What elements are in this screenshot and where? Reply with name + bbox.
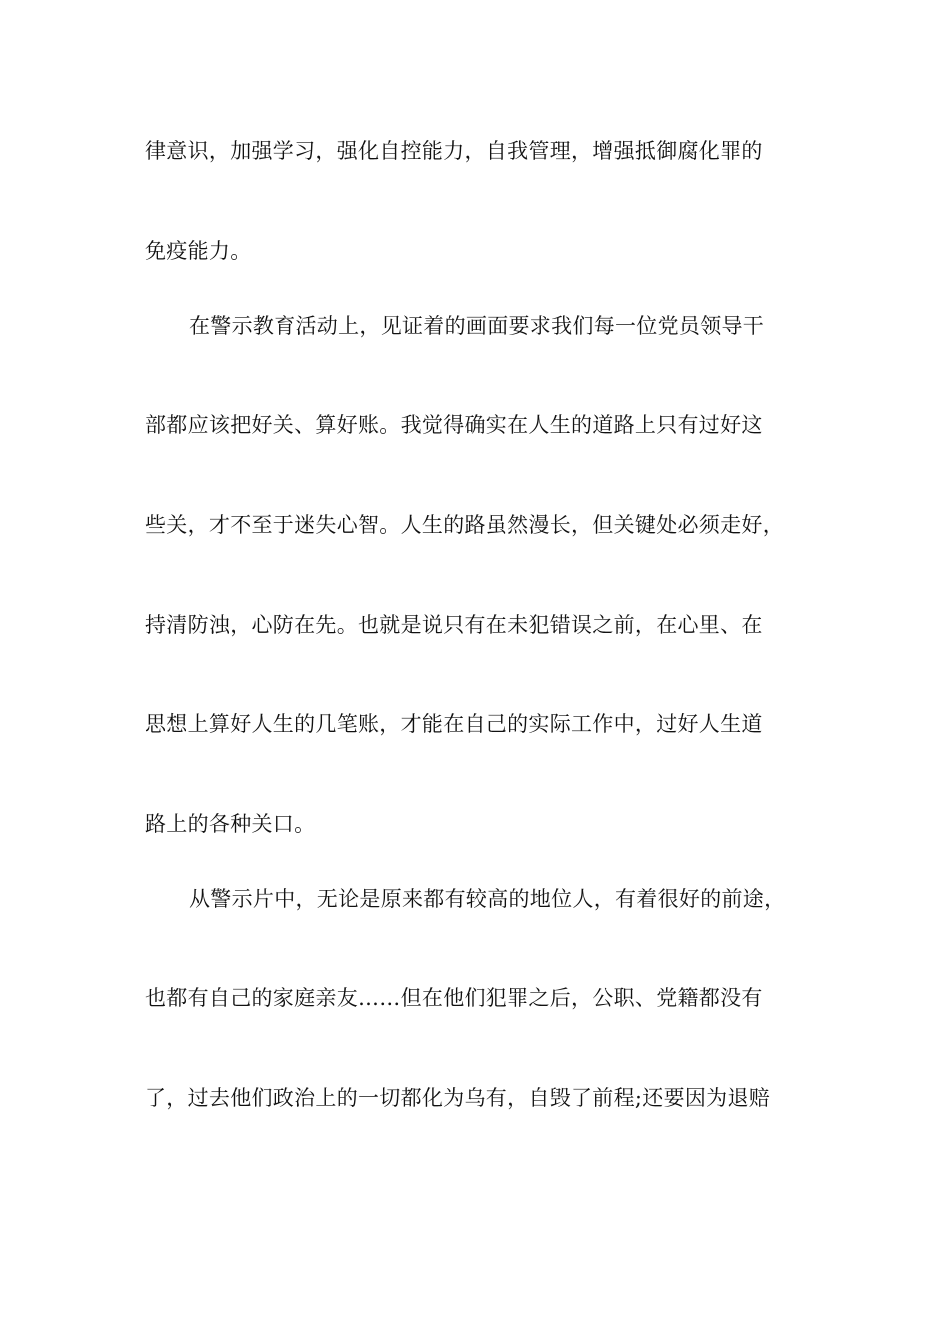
paragraph-line: 免疫能力。 [145,239,252,263]
paragraph-line: 持清防浊，心防在先。也就是说只有在未犯错误之前，在心里、在 [145,613,763,637]
paragraph-line: 部都应该把好关、算好账。我觉得确实在人生的道路上只有过好这 [145,413,763,437]
paragraph-first-line: 从警示片中，无论是原来都有较高的地位人，有着很好的前途， [189,887,786,911]
paragraph-line: 律意识，加强学习，强化自控能力，自我管理，增强抵御腐化罪的 [145,139,763,163]
paragraph-line: 也都有自己的家庭亲友……但在他们犯罪之后，公职、党籍都没有 [145,986,763,1010]
paragraph-line: 思想上算好人生的几笔账，才能在自己的实际工作中，过好人生道 [145,712,763,736]
paragraph-first-line: 在警示教育活动上，见证着的画面要求我们每一位党员领导干 [189,314,765,338]
paragraph-line: 些关，才不至于迷失心智。人生的路虽然漫长，但关键处必须走好， [145,513,784,537]
paragraph-line: 了，过去他们政治上的一切都化为乌有，自毁了前程;还要因为退赔 [145,1086,771,1110]
paragraph-line: 路上的各种关口。 [145,812,316,836]
